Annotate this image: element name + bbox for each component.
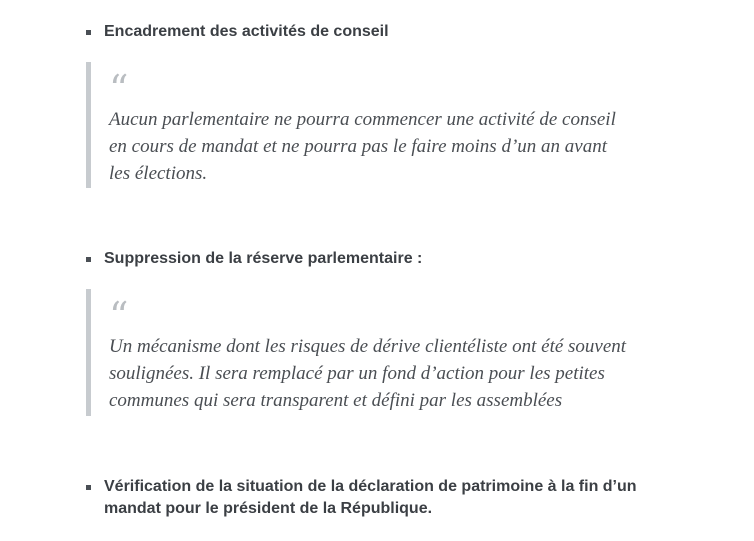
quote-text: Aucun parlementaire ne pourra commencer une activité de conseil en cours de mandat et ne pourra pas le faire moins d’un an avant les élections. bbox=[109, 109, 616, 184]
bullet-marker-icon bbox=[86, 30, 91, 35]
quote-mark-icon: “ bbox=[109, 67, 127, 111]
list-item-heading: Vérification de la situation de la déclaration de patrimoine à la fin d’un mandat pour le président de la République. bbox=[104, 478, 637, 517]
blockquote bbox=[86, 289, 686, 416]
quote-text: Un mécanisme dont les risques de dérive clientéliste ont été souvent soulignées. Il sera remplacé par un fond d’action pour les petites communes qui sera transparent et défini par les assemblées bbox=[109, 336, 627, 411]
list-item-heading: Suppression de la réserve parlementaire : bbox=[104, 250, 423, 267]
list-item-heading: Encadrement des activités de conseil bbox=[104, 23, 389, 40]
bullet-marker-icon bbox=[86, 485, 91, 490]
blockquote bbox=[86, 62, 686, 188]
bullet-marker-icon bbox=[86, 257, 91, 262]
quote-mark-icon: “ bbox=[109, 294, 127, 338]
